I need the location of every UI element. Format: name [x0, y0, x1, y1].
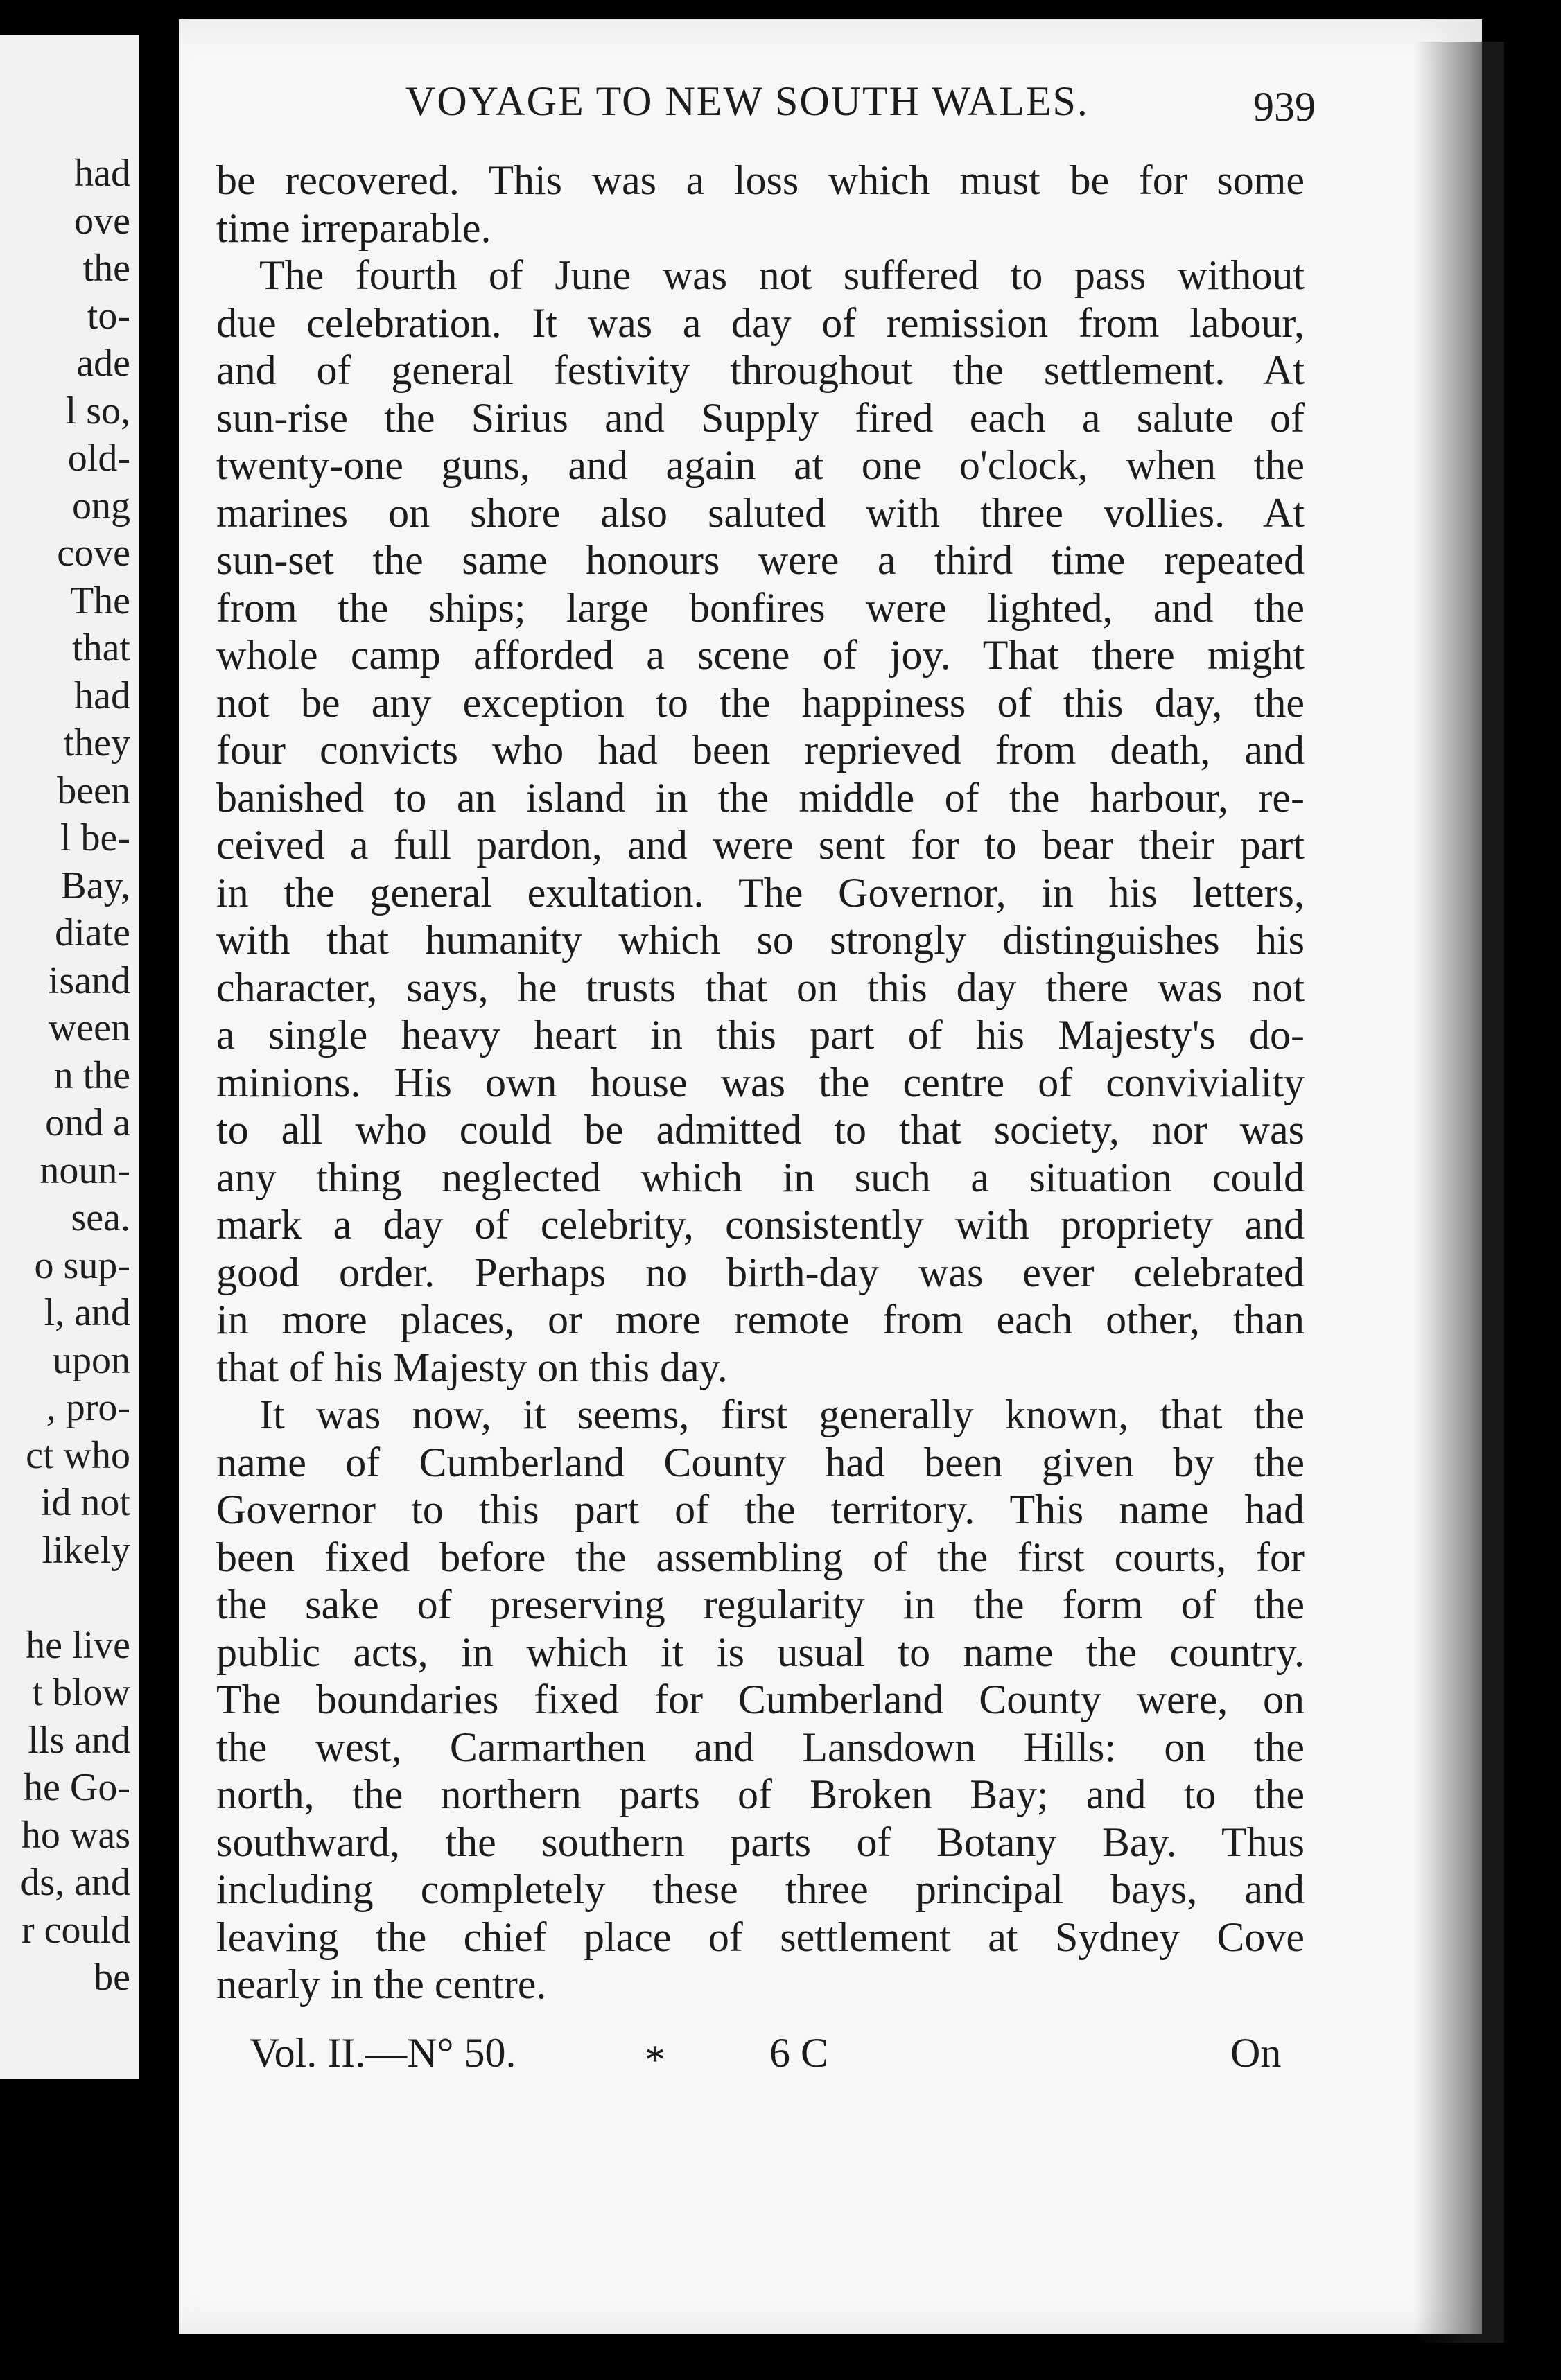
facing-page-line: n the: [53, 1053, 130, 1097]
text-line: minions. His own house was the centre of conviviality: [216, 1059, 1305, 1105]
page-footer: [0, 2029, 1561, 2085]
facing-page-line: ong: [72, 484, 130, 527]
text-line: including completely these three principal bays, and: [216, 1866, 1305, 1912]
text-line: public acts, in which it is usual to name the country.: [216, 1629, 1305, 1675]
facing-page-line: , pro-: [46, 1386, 130, 1429]
facing-page-line: old-: [67, 437, 130, 480]
running-title: VOYAGE TO NEW SOUTH WALES.: [405, 78, 1089, 124]
text-line: in more places, or more remote from each other, than: [216, 1297, 1305, 1342]
facing-page-line: ds, and: [20, 1861, 130, 1904]
text-line: sun-set the same honours were a third time repeated: [216, 537, 1305, 583]
text-line: sun-rise the Sirius and Supply fired each a salute of: [216, 394, 1305, 441]
facing-page-line: noun-: [40, 1148, 130, 1192]
page-edge-shadow: [1414, 42, 1504, 2343]
text-line: twenty-one guns, and again at one o'clock, when the: [216, 442, 1305, 488]
text-line: name of Cumberland County had been given by the: [216, 1439, 1305, 1485]
facing-page-line: ho was: [21, 1813, 130, 1857]
facing-page-line: Bay,: [60, 864, 130, 907]
text-line: The boundaries fixed for Cumberland County were, on: [216, 1677, 1305, 1722]
text-line: not be any exception to the happiness of this day, the: [216, 679, 1305, 726]
asterisk-mark: *: [645, 2037, 665, 2083]
facing-page-line: diate: [55, 911, 130, 954]
text-line: leaving the chief place of settlement at Sydney Cove: [216, 1914, 1305, 1960]
text-line: banished to an island in the middle of the harbour, re-: [216, 774, 1305, 821]
facing-page-line: cove: [57, 532, 130, 575]
text-line: a single heavy heart in this part of his Majesty's do-: [216, 1012, 1305, 1058]
facing-page-line: upon: [53, 1338, 130, 1382]
text-line: whole camp afforded a scene of joy. That there might: [216, 632, 1305, 678]
text-line: southward, the southern parts of Botany Bay. Thus: [216, 1819, 1305, 1865]
text-line: mark a day of celebrity, consistently with propriety and: [216, 1202, 1305, 1248]
facing-page-line: id not: [40, 1481, 130, 1524]
facing-page-line: o sup-: [34, 1243, 130, 1287]
facing-page-line: to-: [87, 294, 130, 338]
facing-page-line: r could: [21, 1908, 130, 1952]
text-line: from the ships; large bonfires were lighted, and the: [216, 584, 1305, 631]
paragraph: [216, 1391, 1305, 2009]
text-line: ceived a full pardon, and were sent for to bear their part: [216, 822, 1305, 868]
text-line: north, the northern parts of Broken Bay; and to the: [216, 1771, 1305, 1817]
text-line: Governor to this part of the territory. This name had: [216, 1487, 1305, 1532]
text-line: been fixed before the assembling of the first courts, for: [216, 1534, 1305, 1580]
text-line: nearly in the centre.: [216, 1961, 547, 2007]
facing-page-line: ond a: [45, 1101, 130, 1144]
facing-page-line: lls and: [28, 1718, 130, 1762]
facing-page-line: ove: [74, 199, 130, 243]
text-line: the sake of preserving regularity in the form of the: [216, 1582, 1305, 1627]
text-line: time irreparable.: [216, 204, 491, 251]
facing-page-line: ade: [76, 342, 130, 385]
facing-page-line: they: [63, 721, 130, 764]
facing-page-line: ct who: [26, 1433, 130, 1477]
facing-page-line: t blow: [32, 1671, 130, 1714]
volume-number: Vol. II.—N° 50.: [250, 2030, 516, 2076]
text-line: It was now, it seems, first generally known, that the: [259, 1392, 1305, 1437]
text-line: with that humanity which so strongly distinguishes his: [216, 917, 1305, 963]
text-line: be recovered. This was a loss which must be for some: [216, 157, 1305, 203]
facing-page-line: the: [82, 247, 130, 290]
text-line: the west, Carmarthen and Lansdown Hills: on the: [216, 1724, 1305, 1770]
text-line: to all who could be admitted to that society, nor was: [216, 1107, 1305, 1153]
facing-page-line: ween: [48, 1006, 130, 1049]
signature-mark: 6 C: [769, 2030, 829, 2076]
catchword: On: [1230, 2030, 1282, 2076]
facing-page-line: had: [74, 152, 130, 195]
text-line: The fourth of June was not suffered to pass without: [259, 252, 1305, 298]
facing-page-line: be: [94, 1956, 130, 1999]
body-text: [216, 157, 1305, 2009]
paragraph: [216, 157, 1305, 252]
facing-page-line: he live: [26, 1623, 130, 1667]
facing-page-line: been: [57, 769, 130, 812]
facing-page-line: isand: [48, 959, 130, 1002]
running-head: [0, 78, 1561, 133]
text-line: four convicts who had been reprieved from death, and: [216, 727, 1305, 773]
text-line: that of his Majesty on this day.: [216, 1344, 728, 1390]
text-line: and of general festivity throughout the settlement. At: [216, 347, 1305, 393]
paragraph: [216, 252, 1305, 1391]
facing-page-line: likely: [42, 1528, 130, 1572]
text-line: good order. Perhaps no birth-day was ever celebrated: [216, 1249, 1305, 1295]
facing-page-line: l be-: [60, 816, 130, 859]
facing-page-line: that: [72, 627, 130, 670]
facing-page-line: l so,: [65, 389, 130, 432]
text-line: due celebration. It was a day of remission from labour,: [216, 299, 1305, 346]
facing-page: [0, 35, 139, 2079]
text-line: marines on shore also saluted with three vollies. At: [216, 489, 1305, 536]
facing-page-line: sea.: [71, 1196, 130, 1239]
facing-page-line: The: [69, 579, 130, 622]
text-line: character, says, he trusts that on this day there was not: [216, 964, 1305, 1010]
facing-page-line: he Go-: [24, 1766, 130, 1809]
facing-page-line: l, and: [44, 1291, 130, 1334]
page-number: 939: [1253, 84, 1316, 130]
text-line: any thing neglected which in such a situation could: [216, 1154, 1305, 1200]
facing-page-line: had: [74, 674, 130, 717]
text-line: in the general exultation. The Governor, in his letters,: [216, 869, 1305, 916]
